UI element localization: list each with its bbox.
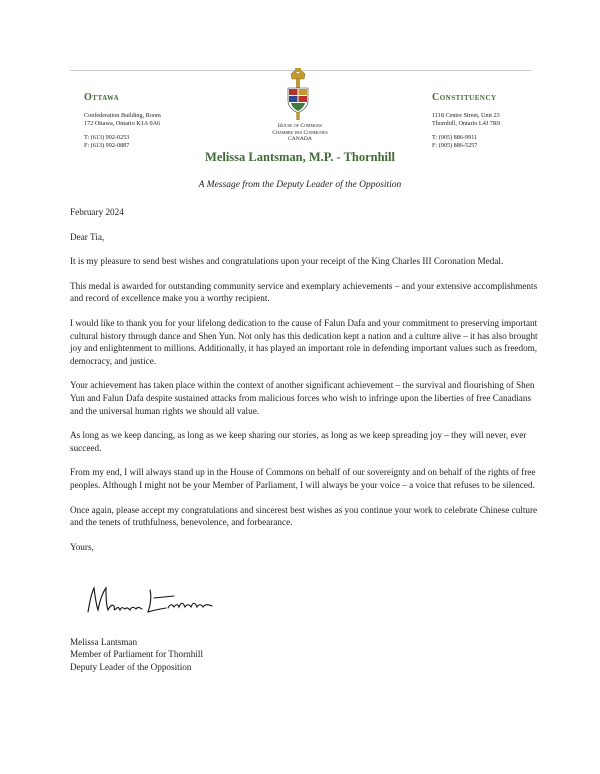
handwritten-signature (84, 582, 224, 622)
ottawa-title: Ottawa (84, 92, 120, 103)
letter-paragraph: This medal is awarded for outstanding community service and exemplary achievements – and your extensive accomplishments and record of excellence make you a worthy recipient. (70, 280, 538, 304)
constituency-address-line: Thornhill, Ontario L4J 7R9 (432, 120, 501, 127)
ottawa-phone: T: (613) 992-0253 (84, 134, 130, 141)
letter-salutation: Dear Tia, (70, 231, 105, 242)
letter-paragraph: From my end, I will always stand up in the House of Commons on behalf of our sovereignty and on behalf of the rights of free peoples. Although I might not be your Member of Parliament, I will always be your voice – a voice that refuses to be silenced. (70, 467, 536, 490)
signer-name: Melissa Lantsman (70, 637, 138, 647)
ottawa-fax: F: (613) 992-0887 (84, 142, 130, 149)
constituency-address-block (432, 94, 542, 150)
house-line: House of Commons (277, 123, 323, 129)
letter-paragraph: As long as we keep dancing, as long as we keep sharing our stories, as long as we keep spreading joy – they will never, ever succeed. (70, 430, 527, 453)
constituency-phone: T: (905) 886-9911 (432, 134, 478, 141)
mp-name-heading: Melissa Lantsman, M.P. - Thornhill (205, 150, 395, 164)
letter-date: February 2024 (70, 207, 124, 217)
signature-block (70, 636, 203, 673)
ottawa-address-line: Confederation Building, Room (84, 112, 161, 119)
letter-closing: Yours, (70, 541, 94, 552)
house-line: CANADA (288, 136, 312, 143)
house-of-commons-label (230, 123, 370, 143)
constituency-address-line: 1118 Centre Street, Unit 23 (432, 112, 500, 119)
letter-body (70, 206, 540, 565)
letter-paragraph: It is my pleasure to send best wishes and congratulations upon your receipt of the King Charles III Coronation Medal. (70, 256, 504, 267)
house-line: Chambre des Communes (272, 129, 328, 136)
letter-subtitle: A Message from the Deputy Leader of the Opposition (198, 180, 402, 190)
signer-title: Deputy Leader of the Opposition (70, 661, 192, 672)
letter-paragraph: Your achievement has taken place within the context of another significant achievement – the survival and flourishing of Shen Yun and Falun Dafa despite sustained attacks from malicious forces who wish to infringe upon the liberties of free Canadians and the universal human rights we should all value. (70, 380, 535, 416)
constituency-fax: F: (905) 886-5257 (432, 142, 478, 149)
constituency-title: Constituency (432, 92, 497, 103)
house-of-commons-crest-icon (283, 68, 313, 120)
letter-paragraph: Once again, please accept my congratulations and sincerest best wishes as you continue your work to celebrate Chinese culture and the tenets of truthfulness, benevolence, and forbearance. (70, 504, 538, 528)
ottawa-address-line: 172 Ottawa, Ontario K1A 0A6 (84, 120, 161, 127)
signer-title: Member of Parliament for Thornhill (70, 649, 204, 660)
ottawa-address-block (84, 94, 184, 150)
letter-paragraph: I would like to thank you for your lifelong dedication to the cause of Falun Dafa and your commitment to preserving important cultural history through dance and Shen Yun. Not only has this dedication kept a nation and a culture alive – it has also brought joy and enlightenment to millions. Additionally, it has played an important role in defending important values such as freedom, democracy, and justice. (70, 317, 538, 366)
